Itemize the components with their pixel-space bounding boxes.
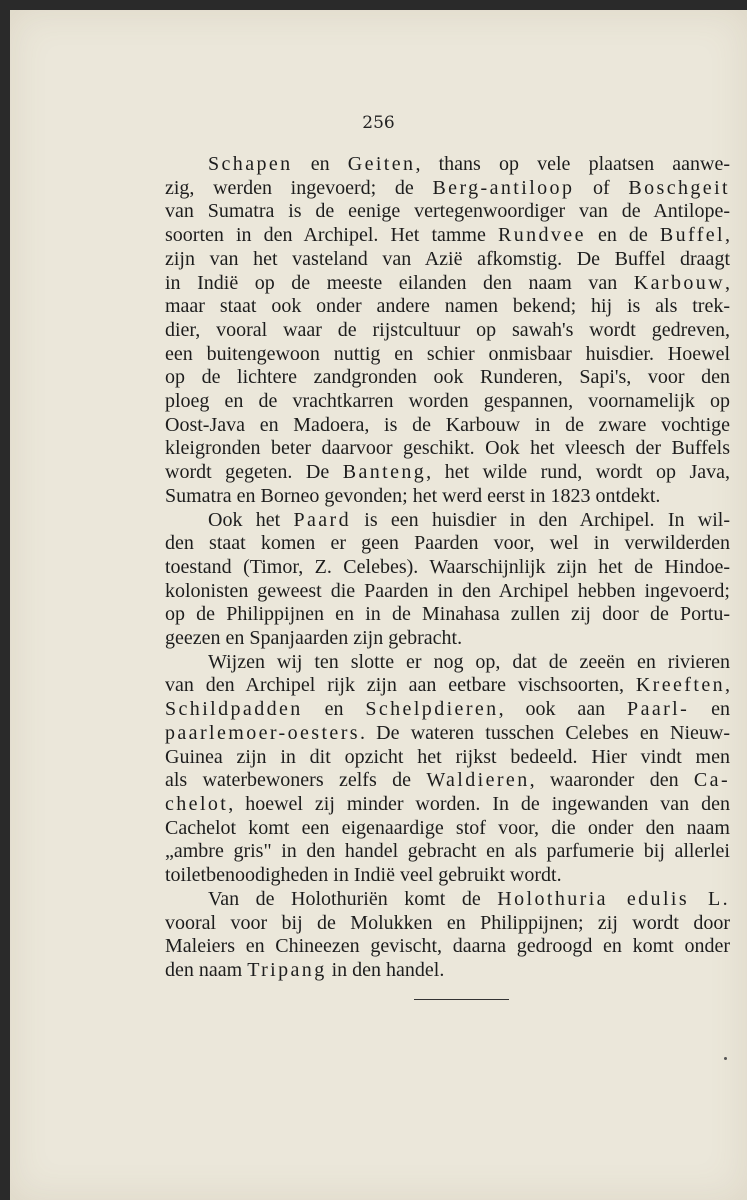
text-run: Maleiers en Chineezen gevischt, daarna gedroogd en komt onder: [165, 935, 730, 958]
spaced-term: Buffel: [659, 224, 725, 247]
text-line: [165, 366, 730, 390]
text-run: zijn van het vasteland van Azië afkomstig. De Buffel draagt: [165, 247, 730, 270]
text-run: , thans op vele plaatsen aanwe-: [415, 153, 730, 175]
text-run: als waterbewoners zelfs de: [165, 769, 427, 792]
text-run: ,: [725, 271, 730, 294]
spaced-term: Schapen: [208, 153, 293, 175]
spaced-term: Geiten: [347, 153, 416, 175]
text-line: [165, 912, 730, 936]
text-line: [165, 888, 730, 912]
text-line: [165, 769, 730, 793]
spaced-term: Tripang: [247, 958, 327, 981]
spaced-term: Berg-antiloop: [432, 176, 575, 199]
text-run: Van de Holothuriën komt de: [208, 887, 498, 910]
text-line: [165, 485, 730, 509]
text-run: Cachelot komt een eigenaardige stof voor, die onder den naam: [165, 816, 730, 839]
spaced-term: Karbouw: [633, 271, 725, 294]
text-line: [165, 224, 730, 248]
text-run: soorten in den Archipel. Het tamme: [165, 224, 498, 247]
text-line: [165, 556, 730, 580]
text-run: toestand (Timor, Z. Celebes). Waarschijnlijk zijn het de Hindoe-: [165, 555, 730, 578]
text-line: [165, 651, 730, 675]
text-run: toiletbenoodigheden in Indië veel gebruikt wordt.: [165, 864, 562, 887]
text-run: kleigronden beter daarvoor geschikt. Ook het vleesch der Buffels: [165, 437, 730, 460]
text-line: [165, 840, 730, 864]
text-run: is een huisdier in den Archipel. In wil-: [351, 508, 730, 531]
spaced-term: paarlemoer-oesters: [165, 721, 360, 744]
text-run: , waaronder den: [529, 769, 694, 792]
page-number: 256: [362, 113, 395, 133]
text-line: [165, 746, 730, 770]
text-line: [165, 272, 730, 296]
spaced-term: Paarl-: [627, 698, 690, 721]
text-run: , ook aan: [498, 698, 628, 721]
text-line: [165, 674, 730, 698]
text-line: [165, 343, 730, 367]
spaced-term: Boschgeit: [628, 176, 730, 199]
text-line: [165, 390, 730, 414]
text-line: [165, 295, 730, 319]
text-run: Wijzen wij ten slotte er nog op, dat de zeeën en rivieren: [208, 650, 730, 673]
text-line: [165, 817, 730, 841]
text-run: Sumatra en Borneo gevonden; het werd eerst in 1823 ontdekt.: [165, 484, 661, 507]
body-text: [165, 153, 730, 983]
text-run: of: [574, 176, 629, 199]
text-line: [165, 580, 730, 604]
text-run: maar staat ook onder andere namen bekend; hij is als trek-: [165, 295, 730, 318]
text-run: op de lichtere zandgronden ook Runderen, Sapi's, voor den: [165, 366, 730, 389]
spaced-term: chelot: [165, 792, 229, 815]
text-line: [165, 461, 730, 485]
text-line: [165, 177, 730, 201]
text-line: [165, 319, 730, 343]
text-run: den naam: [165, 958, 248, 981]
text-line: [165, 200, 730, 224]
paper-speck: [724, 1057, 727, 1060]
text-line: [165, 248, 730, 272]
section-divider: [414, 999, 509, 1000]
text-run: een buitengewoon nuttig en schier onmisbaar huisdier. Hoewel: [165, 342, 730, 365]
text-run: ,: [725, 224, 730, 247]
text-line: [165, 153, 730, 177]
text-run: en: [302, 698, 366, 721]
text-line: [165, 722, 730, 746]
text-run: in Indië op de meeste eilanden den naam van: [165, 271, 634, 294]
spaced-term: Paard: [293, 508, 351, 531]
text-run: ,: [725, 674, 730, 697]
text-run: geezen en Spanjaarden zijn gebracht.: [165, 627, 463, 650]
spaced-term: Ca-: [693, 769, 730, 792]
text-run: . De wateren tusschen Celebes en Nieuw-: [359, 721, 730, 744]
text-line: [165, 935, 730, 959]
text-run: , het wilde rund, wordt op Java,: [426, 461, 730, 484]
spaced-term: Rundvee: [497, 224, 586, 247]
text-run: Ook het: [208, 508, 294, 531]
text-run: „ambre gris" in den handel gebracht en als parfumerie bij allerlei: [165, 840, 730, 863]
spaced-term: Holothuria edulis L.: [497, 887, 731, 910]
text-run: kolonisten geweest die Paarden in den Archipel hebben ingevoerd;: [165, 579, 730, 602]
text-run: en: [689, 698, 730, 721]
spaced-term: Waldieren: [426, 769, 530, 792]
text-run: op de Philippijnen en in de Minahasa zullen zij door de Portu-: [165, 603, 730, 626]
text-line: [165, 509, 730, 533]
text-line: [165, 532, 730, 556]
spaced-term: Kreeften: [635, 674, 725, 697]
text-run: ploeg en de vrachtkarren worden gespannen, voornamelijk op: [165, 390, 730, 413]
spaced-term: Schildpadden: [165, 698, 303, 721]
spaced-term: Schelpdieren: [365, 698, 499, 721]
text-run: , hoewel zij minder worden. In de ingewanden van den: [228, 792, 730, 815]
text-run: in den handel.: [326, 958, 445, 981]
text-line: [165, 414, 730, 438]
text-run: zig, werden ingevoerd; de: [165, 176, 433, 199]
book-page: [10, 10, 747, 1200]
spaced-term: Banteng: [342, 461, 427, 484]
text-run: en de: [585, 224, 660, 247]
text-line: [165, 603, 730, 627]
text-line: [165, 698, 730, 722]
text-line: [165, 793, 730, 817]
text-line: [165, 959, 730, 983]
text-run: Guinea zijn in dit opzicht het rijkst bedeeld. Hier vindt men: [165, 745, 730, 768]
text-run: van den Archipel rijk zijn aan eetbare vischsoorten,: [165, 674, 636, 697]
text-run: en: [292, 153, 348, 175]
text-run: Oost-Java en Madoera, is de Karbouw in de zware vochtige: [165, 413, 730, 436]
text-run: van Sumatra is de eenige vertegenwoordiger van de Antilope-: [165, 200, 730, 223]
text-line: [165, 864, 730, 888]
text-run: wordt gegeten. De: [165, 461, 343, 484]
text-run: vooral voor bij de Molukken en Philippijnen; zij wordt door: [165, 911, 730, 934]
text-run: dier, vooral waar de rijstcultuur op sawah's wordt gedreven,: [165, 318, 730, 341]
text-line: [165, 627, 730, 651]
text-line: [165, 437, 730, 461]
text-run: den staat komen er geen Paarden voor, wel in verwilderden: [165, 532, 730, 555]
